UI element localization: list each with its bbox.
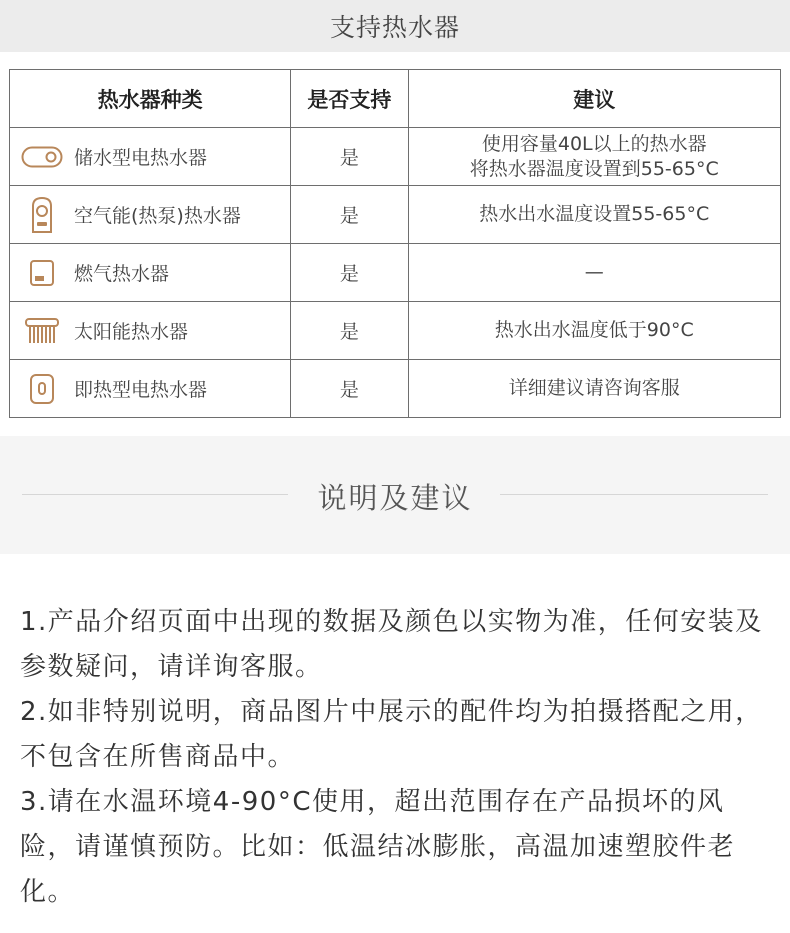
advice-cell	[408, 186, 781, 244]
advice-cell	[408, 244, 781, 302]
advice-cell	[408, 128, 781, 186]
advice-line: —	[584, 261, 604, 283]
header-supported: 是否支持	[291, 70, 408, 128]
table-row	[10, 186, 781, 244]
page-title: 支持热水器	[329, 13, 460, 42]
type-label: 太阳能热水器	[74, 321, 189, 343]
divider-right	[500, 494, 768, 495]
table-header-row	[10, 70, 781, 128]
type-cell	[10, 186, 291, 244]
advice-cell	[408, 360, 781, 418]
header-type: 热水器种类	[10, 70, 291, 128]
instant-heater-icon	[20, 369, 64, 409]
type-cell	[10, 302, 291, 360]
note-item: 1.产品介绍页面中出现的数据及颜色以实物为准，任何安装及参数疑问，请详询客服。	[20, 607, 763, 682]
solar-heater-icon	[20, 311, 64, 351]
advice-cell	[408, 302, 781, 360]
type-label: 即热型电热水器	[74, 379, 208, 401]
advice-line: 热水出水温度设置55-65°C	[479, 203, 710, 225]
advice-line: 热水出水温度低于90°C	[494, 319, 694, 341]
type-label: 燃气热水器	[74, 263, 170, 285]
gas-heater-icon	[20, 253, 64, 293]
supported-value: 是	[291, 244, 408, 302]
type-cell	[10, 128, 291, 186]
table-row	[10, 128, 781, 186]
advice-line: 将热水器温度设置到55-65°C	[469, 157, 719, 180]
table-row	[10, 244, 781, 302]
supported-value: 是	[291, 186, 408, 244]
type-label: 储水型电热水器	[74, 147, 208, 169]
top-banner	[0, 0, 790, 52]
section-band	[0, 436, 790, 554]
advice-line: 详细建议请咨询客服	[508, 377, 680, 399]
note-item: 2.如非特别说明，商品图片中展示的配件均为拍摄搭配之用，不包含在所售商品中。	[20, 697, 763, 772]
type-cell	[10, 360, 291, 418]
supported-value: 是	[291, 128, 408, 186]
advice-line: 使用容量40L以上的热水器	[481, 132, 707, 155]
supported-value: 是	[291, 360, 408, 418]
table-row	[10, 360, 781, 418]
storage-heater-icon	[20, 137, 64, 177]
type-cell	[10, 244, 291, 302]
notes	[20, 600, 774, 915]
section-title: 说明及建议	[317, 481, 473, 515]
support-table	[9, 69, 781, 418]
note-item: 3.请在水温环境4-90°C使用，超出范围存在产品损坏的风险，请谨慎预防。比如：低温结冰膨胀，高温加速塑胶件老化。	[20, 787, 736, 907]
type-label: 空气能(热泵)热水器	[74, 205, 241, 227]
table-row	[10, 302, 781, 360]
supported-value: 是	[291, 302, 408, 360]
heat-pump-icon	[20, 195, 64, 235]
header-advice: 建议	[408, 70, 781, 128]
